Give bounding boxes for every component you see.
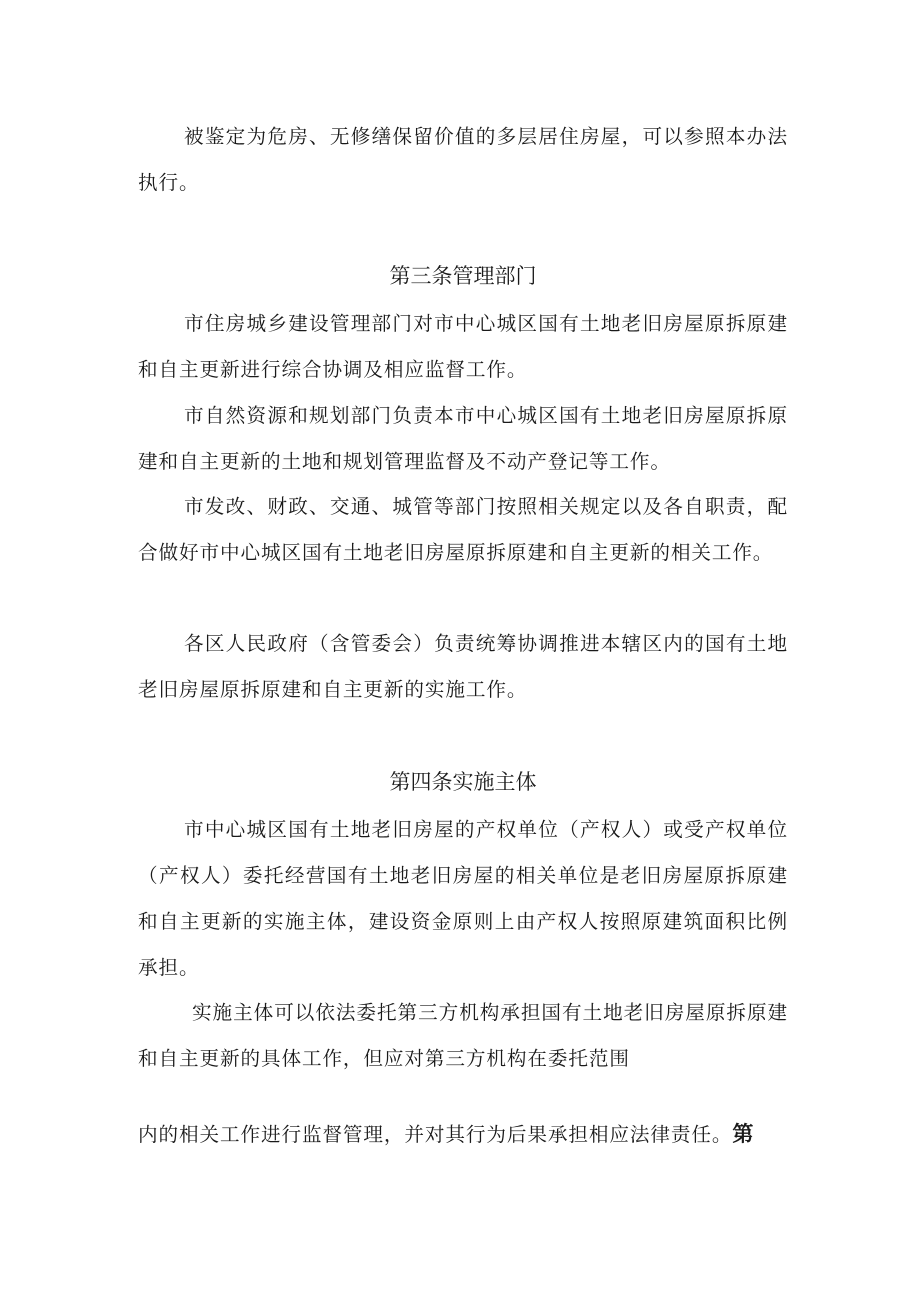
next-article-start: 第	[732, 1122, 755, 1146]
article-4-paragraph-2-continuation	[138, 1111, 798, 1158]
article-4-heading: 第四条实施主体	[389, 770, 537, 794]
article-3-paragraph-4: 各区人民政府（含管委会）负责统筹协调推进本辖区内的国有土地老旧房屋原拆原建和自主更新的实施工作。	[138, 632, 788, 701]
article-3-paragraph-3: 市发改、财政、交通、城管等部门按照相关规定以及各自职责，配合做好市中心城区国有土地老旧房屋原拆原建和自主更新的相关工作。	[138, 495, 788, 564]
article-3-paragraph-1: 市住房城乡建设管理部门对市中心城区国有土地老旧房屋原拆原建和自主更新进行综合协调及相应监督工作。	[138, 312, 788, 381]
article-4-paragraph-2: 实施主体可以依法委托第三方机构承担国有土地老旧房屋原拆原建和自主更新的具体工作，但应对第三方机构在委托范围	[138, 1001, 788, 1070]
article-3-paragraph-2: 市自然资源和规划部门负责本市中心城区国有土地老旧房屋原拆原建和自主更新的土地和规划管理监督及不动产登记等工作。	[138, 404, 788, 473]
continuation-text: 内的相关工作进行监督管理，并对其行为后果承担相应法律责任。	[138, 1123, 733, 1146]
article-4-paragraph-1: 市中心城区国有土地老旧房屋的产权单位（产权人）或受产权单位（产权人）委托经营国有土地老旧房屋的相关单位是老旧房屋原拆原建和自主更新的实施主体，建设资金原则上由产权人按照原建筑面积比例承担。	[138, 818, 788, 979]
article-3-heading: 第三条管理部门	[389, 264, 537, 288]
intro-paragraph: 被鉴定为危房、无修缮保留价值的多层居住房屋，可以参照本办法执行。	[138, 125, 788, 194]
